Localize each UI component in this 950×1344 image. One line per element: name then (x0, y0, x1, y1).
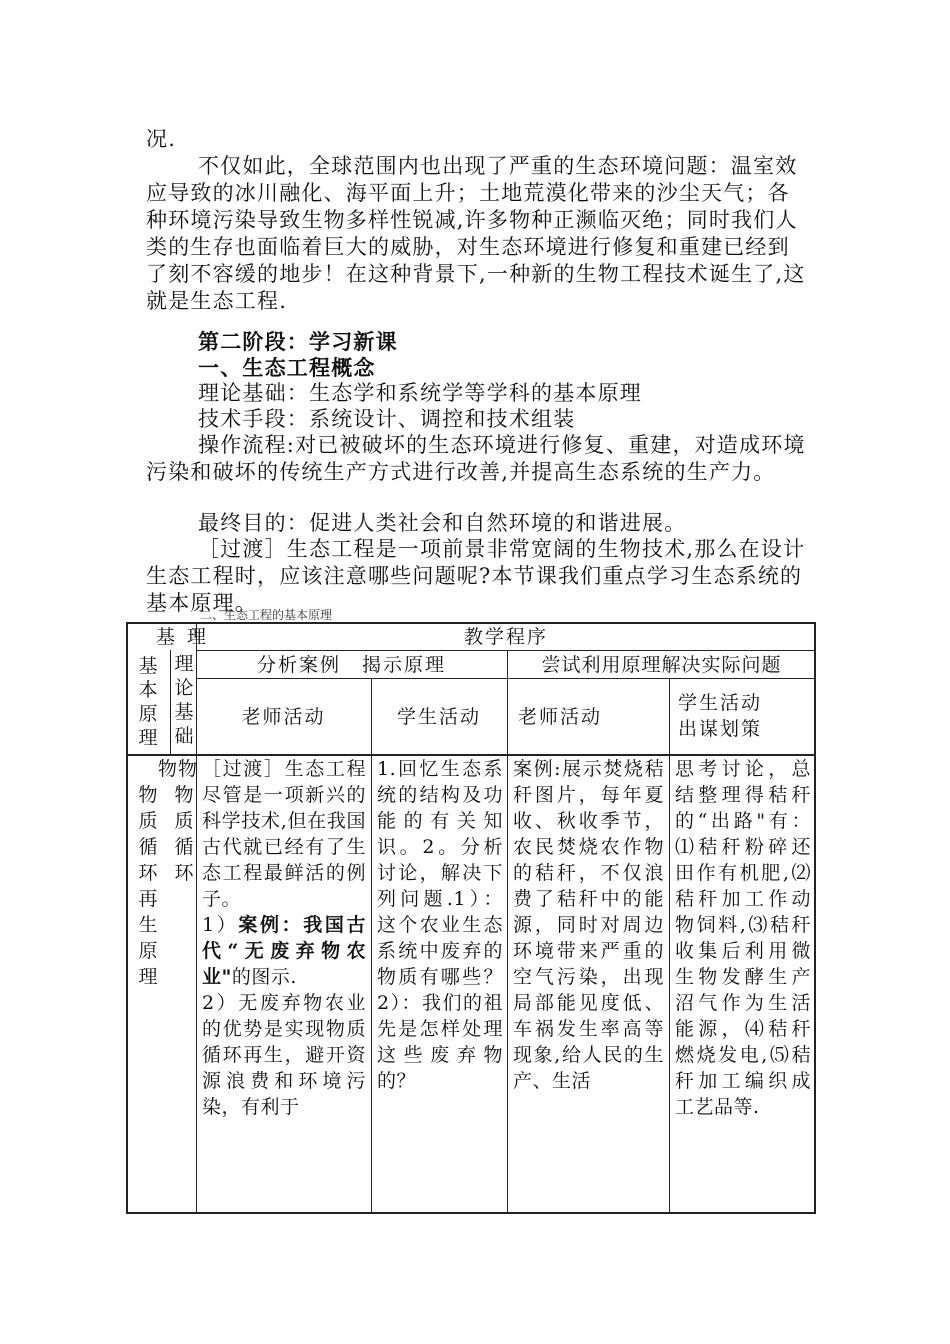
row-principle: 物质循环再生原理 (138, 784, 158, 988)
stage-heading: 第二阶段：学习新课 (198, 329, 398, 354)
header-student-activity-1: 学生活动 (396, 706, 481, 728)
student-activity-cell: 1.回忆生态系统的结构及功能的有关知识。2。分析讨论，解决下列问题.1）：这个农业生态系统中废弃的物质有哪些？2）：我们的祖先是怎样处理这些废弃物的？ (377, 758, 503, 1092)
row-label-top: 物物 (158, 758, 199, 780)
header-basic-principle: 基本原理 (138, 655, 158, 749)
case-tail: 的图示. (231, 966, 297, 988)
intro-paragraph: 不仅如此，全球范围内也出现了严重的生态环境问题：温室效应导致的冰川融化、海平面上升；土地荒漠化带来的沙尘天气；各种环境污染导致生物多样性锐减,许多物种正濒临灭绝；同时我们人类的生存也面临着巨大的威胁，对生态环境进行修复和重建已经到了刻不容缓的地步！在这种背景下,一种新的生物工程技术诞生了,这就是生态工程. (146, 154, 806, 313)
transition-paragraph: ［过渡］生态工程是一项前景非常宽阔的生物技术,那么在设计生态工程时，应该注意哪些问题呢?本节课我们重点学习生态系统的基本原理。 (146, 537, 806, 615)
teacher-activity-cell (202, 756, 366, 1120)
header-analyze-case: 分析案例 揭示原理 (256, 654, 446, 676)
goal-line: 最终目的：促进人类社会和自然环境的和谐进展。 (198, 511, 687, 535)
row-theory: 物质循环 (174, 784, 194, 884)
case-title: 案例：我国古代“无废弃物农业" (202, 914, 366, 988)
header-teacher-activity-2: 老师活动 (518, 706, 603, 728)
header-teacher-activity-1: 老师活动 (241, 706, 326, 728)
student-ideas-cell: 思考讨论，总结整理得秸秆的“出路"有：⑴秸秆粉碎还田作有机肥,⑵秸秆加工作动物饲料,⑶秸秆收集后利用微生物发酵生产沼气作为生活能源，⑷秸秆燃烧发电,⑸秸秆加工编织成工艺品等. (675, 758, 811, 1118)
header-apply-principle: 尝试利用原理解决实际问题 (541, 654, 782, 676)
case-number: 1） (202, 914, 239, 936)
header-teaching-program: 教学程序 (463, 626, 548, 648)
intro-fragment: 况. (146, 127, 177, 151)
section-heading: 一、生态工程概念 (198, 355, 376, 380)
transition-text: ［过渡］生态工程尽管是一项新兴的科学技术,但在我国古代就已经有了生态工程最鲜活的例子。 (202, 758, 366, 910)
header-student-activity-2: 学生活动 (678, 692, 763, 714)
advantage-text: 2）无废弃物农业的优势是实现物质循环再生，避开资源浪费和环境污染，有利于 (202, 992, 366, 1118)
header-basic-theory: 基理 (156, 626, 219, 648)
teacher-case-cell: 案例:展示焚烧秸秆图片，每年夏收、秋收季节，农民焚烧农作物的秸秆，不仅浪费了秸秆中的能源，同时对周边环境带来严重的空气污染，出现局部能见度低、车祸发生率高等现象,给人民的生产、生活 (513, 758, 664, 1092)
tech-line: 技术手段：系统设计、调控和技术组装 (198, 407, 576, 431)
flow-paragraph: 操作流程:对已被破坏的生态环境进行修复、重建，对造成环境污染和破坏的传统生产方式进行改善,并提高生态系统的生产力。 (146, 433, 806, 484)
principle-table (126, 622, 816, 1214)
table-caption: 二、生态工程的基本原理 (200, 608, 333, 622)
header-theory-basis: 理论基础 (174, 653, 194, 747)
theory-line: 理论基础：生态学和系统学等学科的基本原理 (198, 381, 642, 405)
header-brainstorm: 出谋划策 (678, 718, 763, 740)
